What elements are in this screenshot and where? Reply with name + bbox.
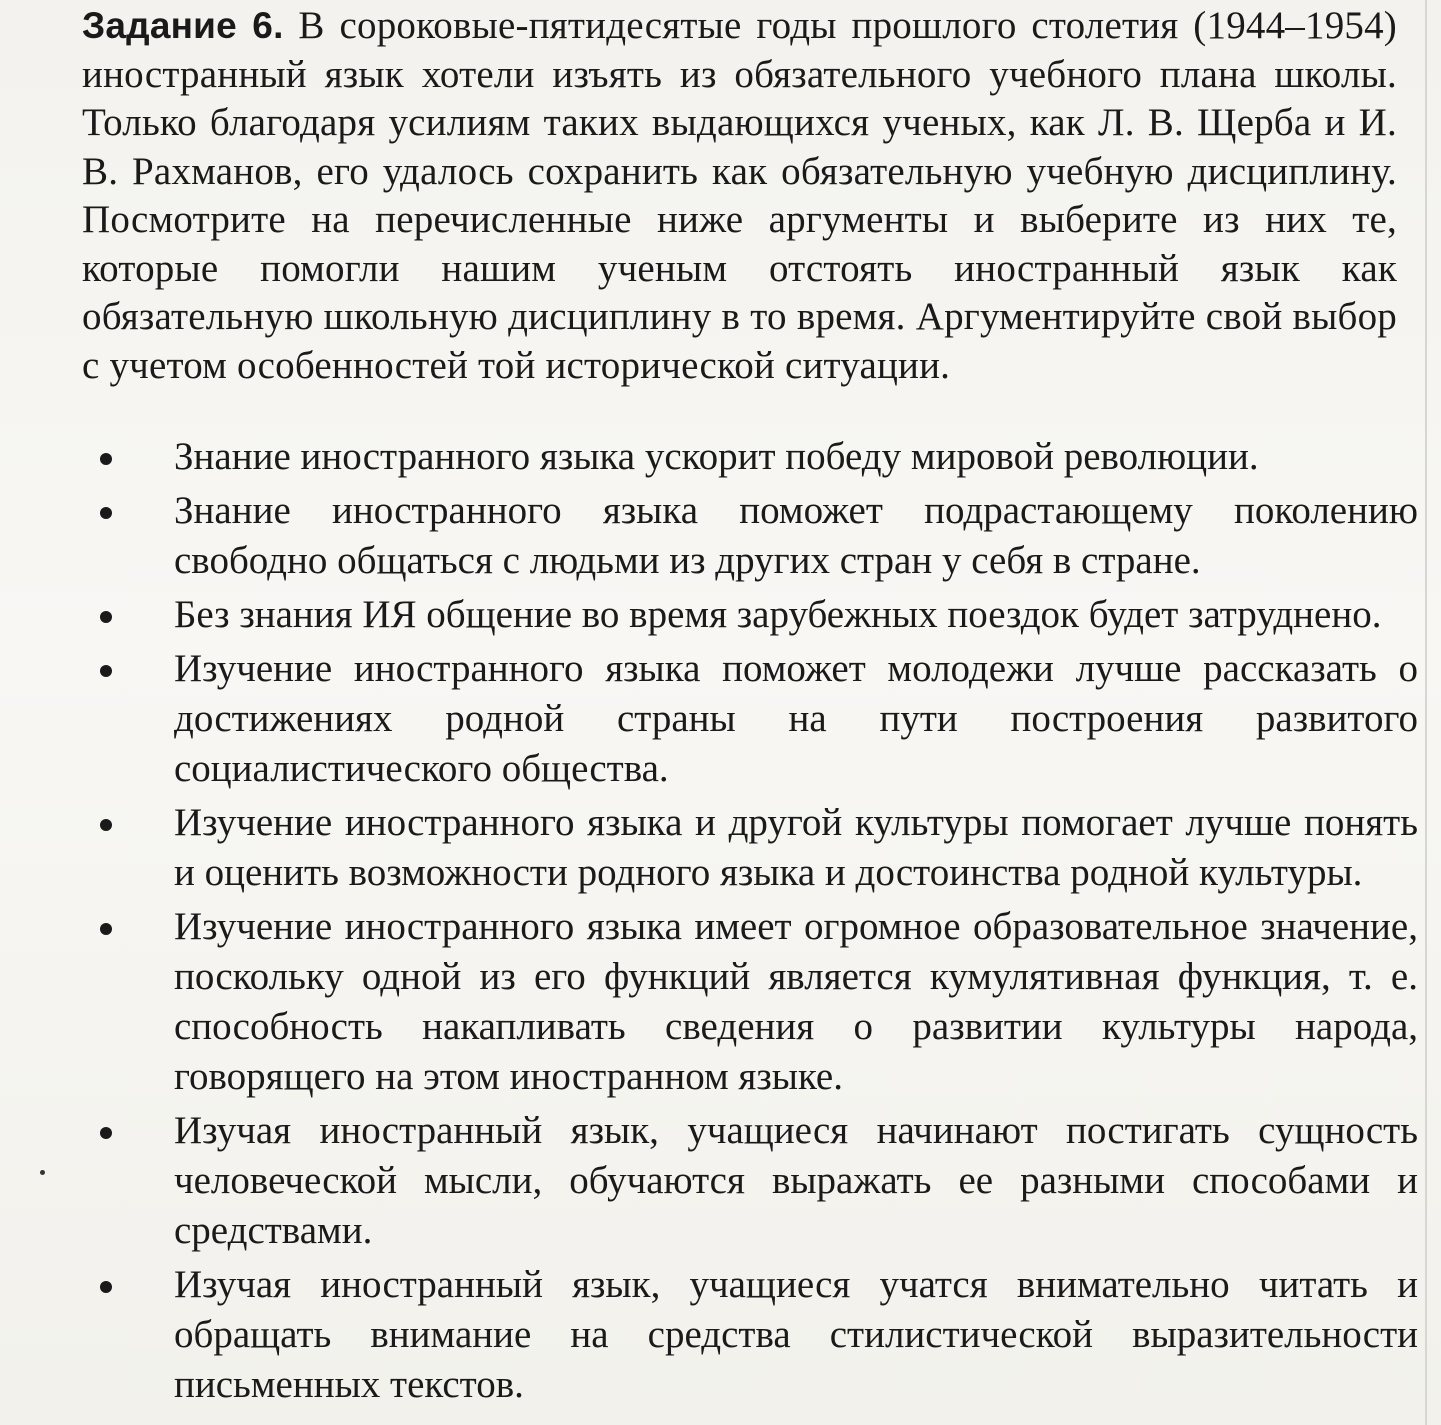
task-text: В сороковые-пятидесятые годы прошлого столетия (1944–1954) иностранный язык хотели изъять из обязательного учебного плана школы. Только благодаря усилиям таких выдающихся ученых, как Л. В. Щерба и И. В. Рахманов, его удалось сохранить как обязательную учебную дисциплину. Посмотрите на перечисленные ниже аргументы и выберите из них те, которые помогли нашим ученым отстоять иностранный язык как обязательную школьную дисциплину в то время. Аргументируйте свой выбор с учетом особенностей той исторической ситуации. (82, 4, 1397, 387)
argument-item (96, 1260, 1418, 1410)
bullet-icon (100, 1281, 112, 1293)
argument-list (96, 432, 1418, 1414)
argument-text: Изучение иностранного языка имеет огромное образовательное значение, поскольку одной из его функций является кумулятивная функция, т. е. способность накапливать сведения о развитии культуры народа, говорящего на этом иностранном языке. (174, 905, 1418, 1098)
stray-mark (40, 1170, 45, 1175)
argument-item (96, 432, 1418, 482)
bullet-icon (100, 665, 112, 677)
bullet-icon (100, 923, 112, 935)
bullet-icon (100, 819, 112, 831)
argument-item (96, 590, 1418, 640)
bullet-icon (100, 507, 112, 519)
task-paragraph (82, 2, 1397, 390)
task-label: Задание 6. (82, 5, 284, 46)
argument-text: Изучая иностранный язык, учащиеся учатся внимательно читать и обращать внимание на средства стилистической выразительности письменных текстов. (174, 1263, 1418, 1406)
argument-item (96, 486, 1418, 586)
argument-item (96, 798, 1418, 898)
bullet-icon (100, 453, 112, 465)
argument-item (96, 644, 1418, 794)
argument-text: Изучение иностранного языка поможет молодежи лучше рассказать о достижениях родной страны на пути построения развитого социалистического общества. (174, 647, 1418, 790)
argument-text: Знание иностранного языка ускорит победу мировой революции. (174, 435, 1259, 478)
argument-item (96, 902, 1418, 1102)
argument-text: Изучение иностранного языка и другой культуры помогает лучше понять и оценить возможности родного языка и достоинства родной культуры. (174, 801, 1418, 894)
argument-text: Изучая иностранный язык, учащиеся начинают постигать сущность человеческой мысли, обучаются выражать ее разными способами и средствами. (174, 1109, 1418, 1252)
bullet-icon (100, 611, 112, 623)
bullet-icon (100, 1127, 112, 1139)
argument-item (96, 1106, 1418, 1256)
page-edge-divider (1425, 0, 1427, 1425)
argument-text: Без знания ИЯ общение во время зарубежных поездок будет затруднено. (174, 593, 1382, 636)
argument-text: Знание иностранного языка поможет подрастающему поколению свободно общаться с людьми из других стран у себя в стране. (174, 489, 1418, 582)
